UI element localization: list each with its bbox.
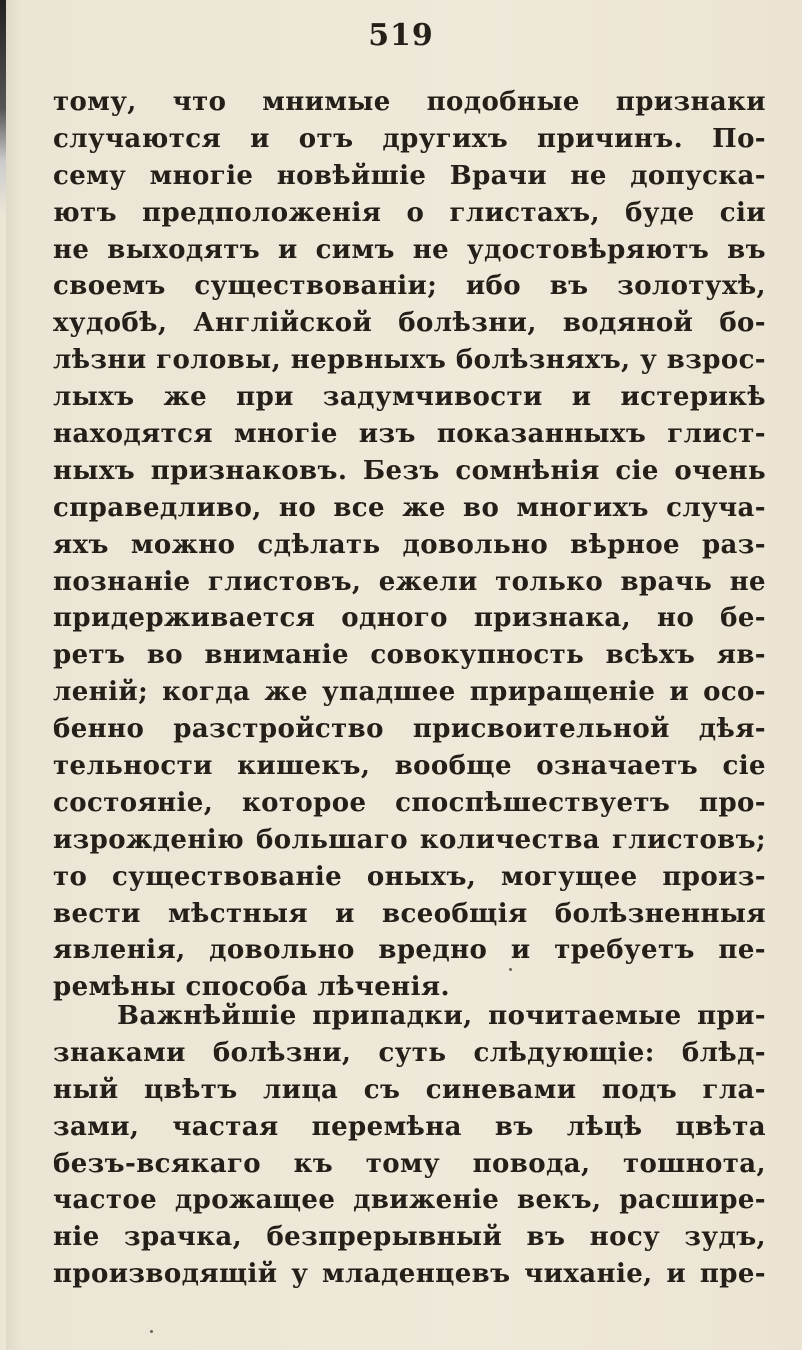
text-line: яхъ можно сдѣлать довольно вѣрное раз- xyxy=(53,529,766,560)
text-line: худобѣ, Англійской болѣзни, водяной бо- xyxy=(53,308,766,339)
text-line: леній; когда же упадшее приращеніе и осо- xyxy=(53,677,766,708)
text-line: зами, частая перемѣна въ лѣцѣ цвѣта xyxy=(53,1111,766,1142)
text-line: лыхъ же при задумчивости и истерикѣ xyxy=(53,382,766,413)
text-line: изрожденію большаго количества глистовъ; xyxy=(53,824,766,855)
text-line: справедливо, но все же во многихъ случа- xyxy=(53,492,766,523)
text-line: производящій у младенцевъ чиханіе, и пре- xyxy=(53,1259,766,1290)
text-line: вести мѣстныя и всеобщія болѣзненныя xyxy=(53,898,766,929)
text-line: то существованіе оныхъ, могущее произ- xyxy=(53,861,766,892)
binding-edge xyxy=(0,0,6,1350)
text-line: придерживается одного признака, но бе- xyxy=(53,603,766,634)
text-line: случаются и отъ другихъ причинъ. По- xyxy=(53,123,766,154)
text-line: знаками болѣзни, суть слѣдующіе: блѣд- xyxy=(53,1037,766,1068)
paragraph-2 xyxy=(53,998,766,1293)
text-line: тельности кишекъ, вообще означаетъ сіе xyxy=(53,751,766,782)
text-line: лѣзни головы, нервныхъ болѣзняхъ, у взрос- xyxy=(53,345,766,376)
text-line: ніе зрачка, безпрерывный въ носу зудъ, xyxy=(53,1222,766,1253)
text-line: явленія, довольно вредно и требуетъ пе- xyxy=(53,935,766,966)
text-line: состояніе, которое споспѣшествуетъ про- xyxy=(53,787,766,818)
text-line: ныхъ признаковъ. Безъ сомнѣнія сіе очень xyxy=(53,455,766,486)
paper-speck xyxy=(509,968,512,971)
text-line: познаніе глистовъ, ежели только врачь не xyxy=(53,566,766,597)
text-line: ремѣны способа лѣченія. xyxy=(53,972,450,1003)
text-line: бенно разстройство присвоительной дѣя- xyxy=(53,714,766,745)
paper-speck xyxy=(150,1330,153,1333)
text-line: ный цвѣтъ лица съ синевами подъ гла- xyxy=(53,1074,766,1105)
text-line: частое дрожащее движеніе векъ, расшире- xyxy=(53,1185,766,1216)
page-number: 519 xyxy=(368,18,434,53)
text-line: ретъ во вниманіе совокупность всѣхъ яв- xyxy=(53,640,766,671)
text-line: находятся многіе изъ показанныхъ глист- xyxy=(53,419,766,450)
text-line: тому, что мнимые подобные признаки xyxy=(53,87,766,117)
text-line: своемъ существованіи; ибо въ золотухѣ, xyxy=(53,271,766,302)
text-line: не выходятъ и симъ не удостовѣряютъ въ xyxy=(53,234,766,265)
text-line: сему многіе новѣйшіе Врачи не допуска- xyxy=(53,160,766,191)
paragraph-1 xyxy=(53,84,766,1006)
text-line: безъ-всякаго къ тому повода, тошнота, xyxy=(53,1148,766,1179)
text-line: Важнѣйшіе припадки, почитаемые при- xyxy=(117,1001,766,1031)
text-line: ютъ предположенія о глистахъ, буде сіи xyxy=(53,197,766,228)
